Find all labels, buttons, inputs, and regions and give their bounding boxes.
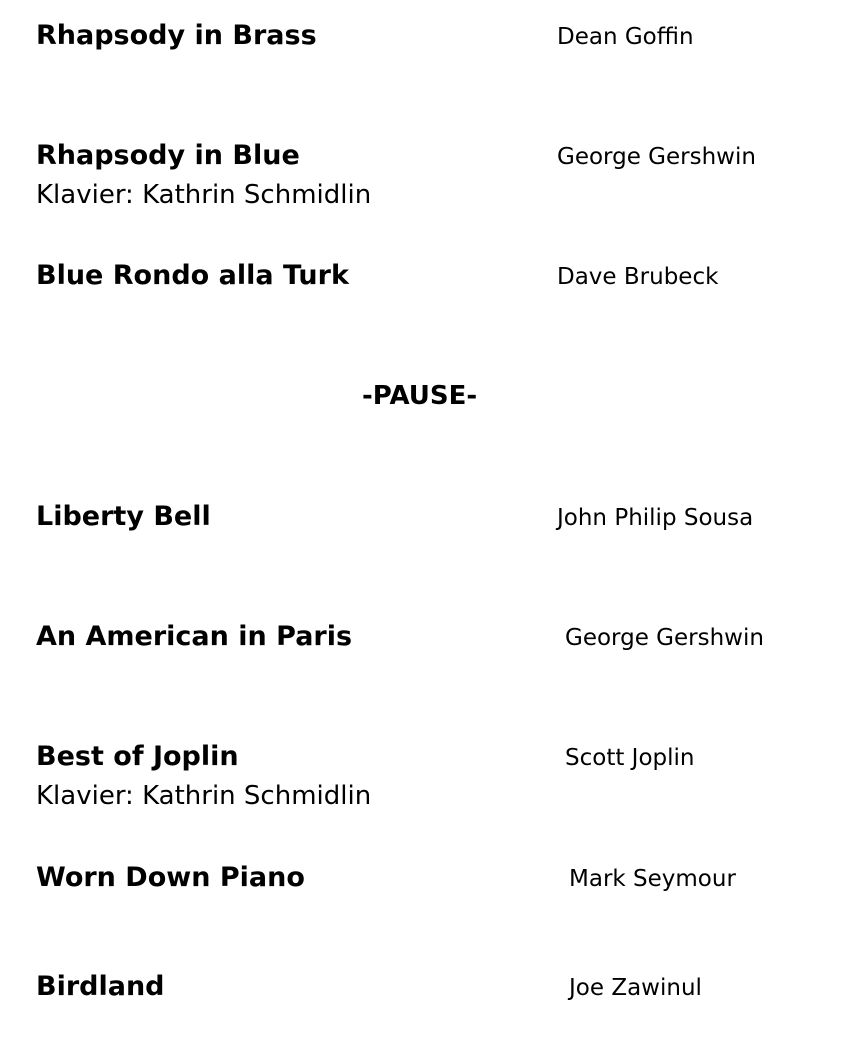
piece-composer: Dave Brubeck	[557, 264, 719, 290]
piece-composer: Dean Goffin	[557, 24, 694, 50]
piece-composer: George Gershwin	[565, 625, 764, 651]
pause-label: -PAUSE-	[362, 381, 478, 411]
piece-soloist-note: Klavier: Kathrin Schmidlin	[36, 180, 372, 210]
piece-title: Best of Joplin	[36, 741, 239, 772]
piece-composer: Scott Joplin	[565, 745, 695, 771]
piece-composer: Mark Seymour	[569, 866, 736, 892]
piece-title: Birdland	[36, 971, 165, 1002]
piece-title: Worn Down Piano	[36, 862, 305, 893]
piece-composer: John Philip Sousa	[557, 505, 754, 531]
piece-composer: George Gershwin	[557, 144, 756, 170]
piece-soloist-note: Klavier: Kathrin Schmidlin	[36, 781, 372, 811]
piece-title: Rhapsody in Blue	[36, 140, 300, 171]
piece-title: Blue Rondo alla Turk	[36, 260, 349, 291]
piece-title: Rhapsody in Brass	[36, 20, 317, 51]
piece-composer: Joe Zawinul	[569, 975, 702, 1001]
piece-title: Liberty Bell	[36, 501, 211, 532]
piece-title: An American in Paris	[36, 621, 353, 652]
